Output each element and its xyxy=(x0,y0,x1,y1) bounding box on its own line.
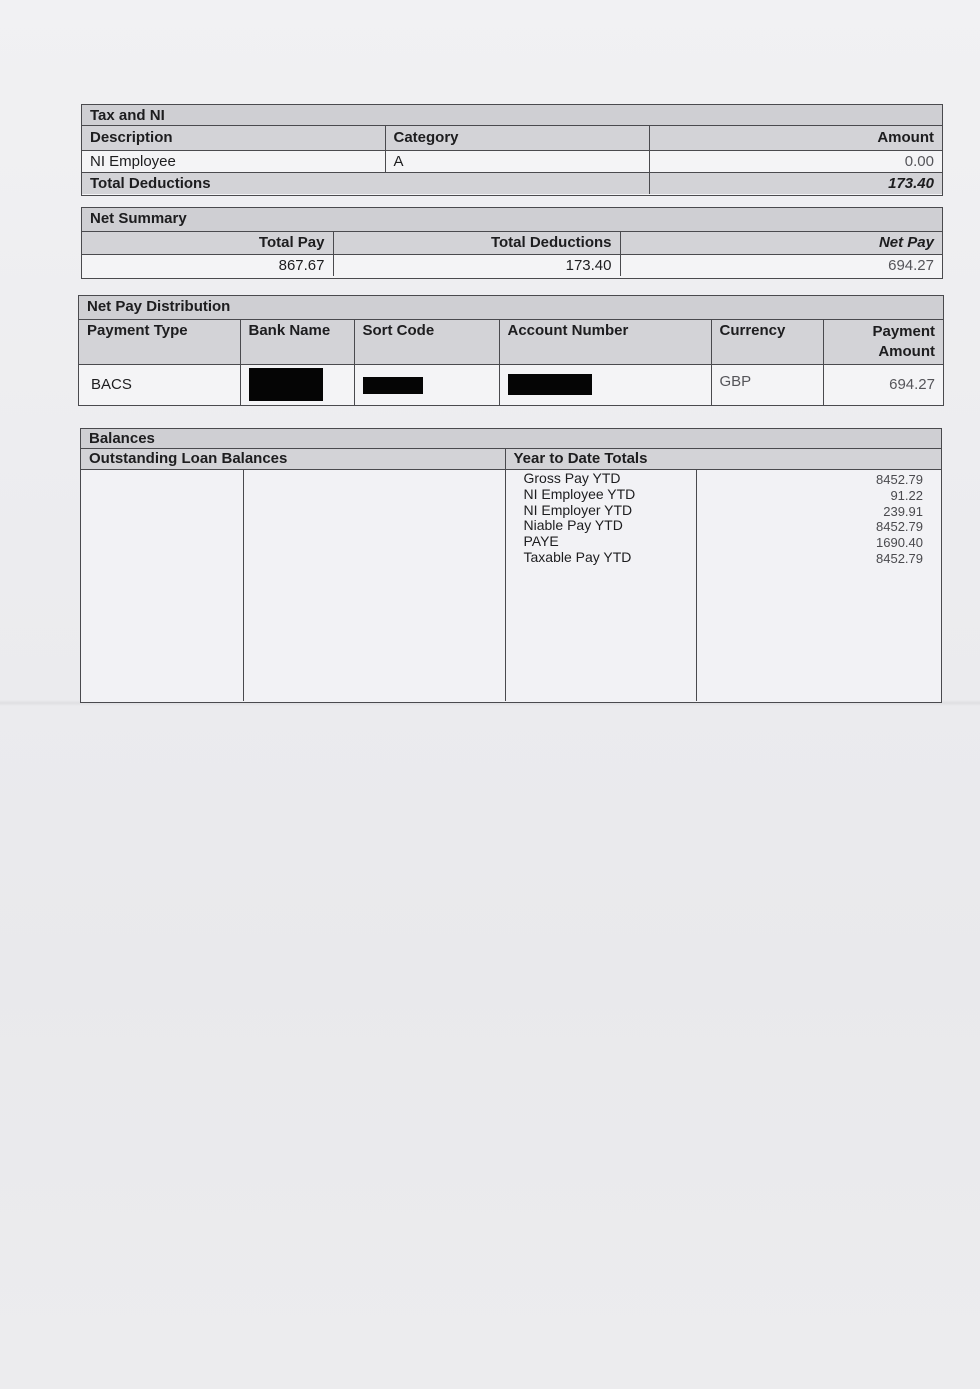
description-header: Description xyxy=(82,126,385,150)
net-pay-distribution-section xyxy=(78,295,944,406)
bank-name-redaction xyxy=(249,368,323,401)
category-header: Category xyxy=(385,126,649,150)
total-pay-header: Total Pay xyxy=(82,232,333,254)
total-deductions-header: Total Deductions xyxy=(333,232,620,254)
account-number-redaction xyxy=(508,374,592,395)
net-summary-table xyxy=(82,232,942,276)
outstanding-loan-header: Outstanding Loan Balances xyxy=(81,449,505,470)
ytd-values-cell xyxy=(696,470,941,702)
ytd-header: Year to Date Totals xyxy=(505,449,941,470)
total-deductions-label: Total Deductions xyxy=(82,172,649,194)
tax-ni-section xyxy=(81,104,943,196)
balances-title: Balances xyxy=(81,429,941,449)
net-pay-value: 694.27 xyxy=(620,254,942,276)
ytd-value: 1690.40 xyxy=(876,535,923,551)
sort-code-redaction xyxy=(363,377,423,394)
tax-ni-table xyxy=(82,126,942,194)
tax-ni-title: Tax and NI xyxy=(82,105,942,126)
balances-section xyxy=(80,428,942,703)
ytd-value: 8452.79 xyxy=(876,550,923,566)
loan-column-2 xyxy=(243,470,505,702)
ytd-value: 239.91 xyxy=(883,503,923,519)
ytd-value: 91.22 xyxy=(890,487,923,503)
account-number-header: Account Number xyxy=(499,320,711,365)
account-number-cell xyxy=(499,365,711,405)
ytd-labels-cell xyxy=(505,470,696,702)
total-deductions-value: 173.40 xyxy=(333,254,620,276)
sort-code-header: Sort Code xyxy=(354,320,499,365)
loan-column-1 xyxy=(81,470,243,702)
ytd-label: Gross Pay YTD xyxy=(523,470,621,486)
currency-value: GBP xyxy=(711,365,823,405)
total-pay-value: 867.67 xyxy=(82,254,333,276)
net-pay-header: Net Pay xyxy=(620,232,942,254)
ytd-label: PAYE xyxy=(523,533,559,550)
payment-amount-header-line2: Amount xyxy=(878,343,935,360)
net-summary-title: Net Summary xyxy=(82,208,942,232)
net-pay-distribution-table xyxy=(79,320,943,405)
ni-employee-category: A xyxy=(385,150,649,172)
net-pay-distribution-title: Net Pay Distribution xyxy=(79,296,943,320)
bank-name-cell xyxy=(240,365,354,405)
ytd-label: NI Employer YTD xyxy=(523,501,633,518)
ytd-value: 8452.79 xyxy=(876,472,923,487)
bank-name-header: Bank Name xyxy=(240,320,354,365)
payment-type-value: BACS xyxy=(79,365,240,405)
currency-header: Currency xyxy=(711,320,823,365)
ytd-label: NI Employee YTD xyxy=(523,485,636,502)
net-summary-section xyxy=(81,207,943,279)
payment-type-header: Payment Type xyxy=(79,320,240,365)
balances-table xyxy=(81,449,941,701)
payment-amount-value: 694.27 xyxy=(823,365,943,405)
sort-code-cell xyxy=(354,365,499,405)
ytd-value: 8452.79 xyxy=(876,519,923,535)
total-deductions-amount: 173.40 xyxy=(649,172,942,194)
ni-employee-description: NI Employee xyxy=(82,150,385,172)
ytd-label: Niable Pay YTD xyxy=(523,517,623,534)
ytd-label: Taxable Pay YTD xyxy=(523,548,632,565)
payment-amount-header-line1: Payment xyxy=(872,323,935,340)
ni-employee-amount: 0.00 xyxy=(649,150,942,172)
payment-amount-header xyxy=(823,320,943,365)
amount-header: Amount xyxy=(649,126,942,150)
